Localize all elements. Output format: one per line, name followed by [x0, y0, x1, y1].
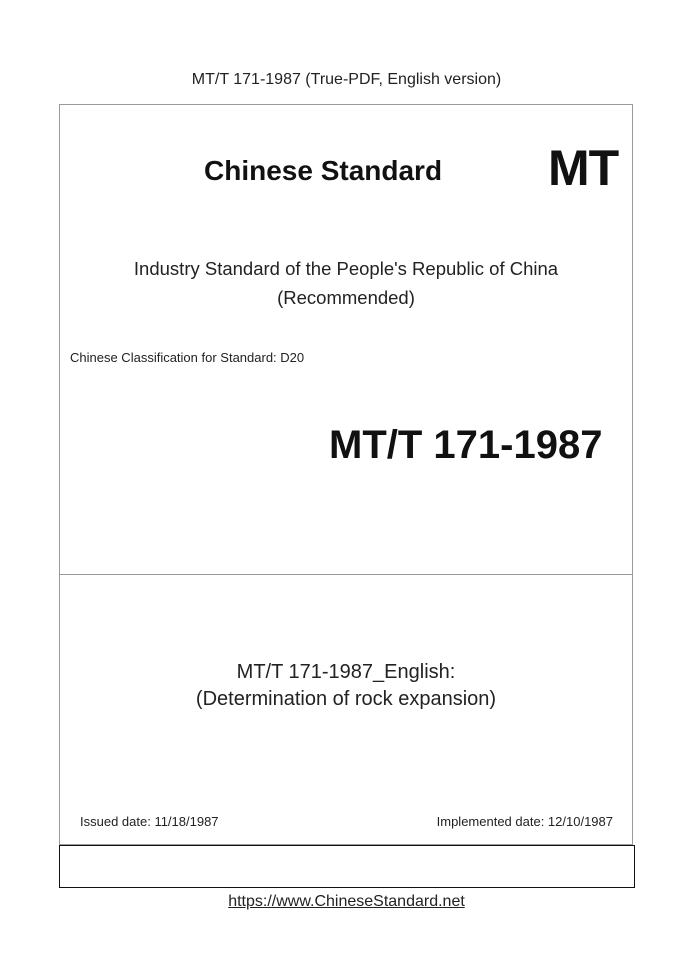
standard-code-mark: MT — [548, 140, 619, 196]
footer — [0, 893, 693, 911]
document-title-line-1: MT/T 171-1987_English: — [236, 661, 456, 683]
page-header-title: MT/T 171-1987 (True-PDF, English version) — [191, 71, 502, 88]
issued-date: Issued date: 11/18/1987 — [80, 814, 219, 829]
cover-frame — [59, 104, 633, 845]
website-link[interactable]: https://www.ChineseStandard.net — [228, 893, 465, 910]
issuer-line-1: Industry Standard of the People's Republic of China — [133, 258, 559, 279]
cover-divider — [59, 574, 633, 575]
implemented-date: Implemented date: 12/10/1987 — [436, 814, 613, 829]
classification-label: Chinese Classification for Standard: D20 — [70, 350, 305, 365]
issuer-line-2: (Recommended) — [277, 287, 415, 308]
bottom-frame-box — [59, 845, 635, 888]
standard-number: MT/T 171-1987 — [329, 423, 603, 467]
document-title-line-2: (Determination of rock expansion) — [195, 688, 497, 710]
cover-heading: Chinese Standard — [204, 155, 443, 186]
